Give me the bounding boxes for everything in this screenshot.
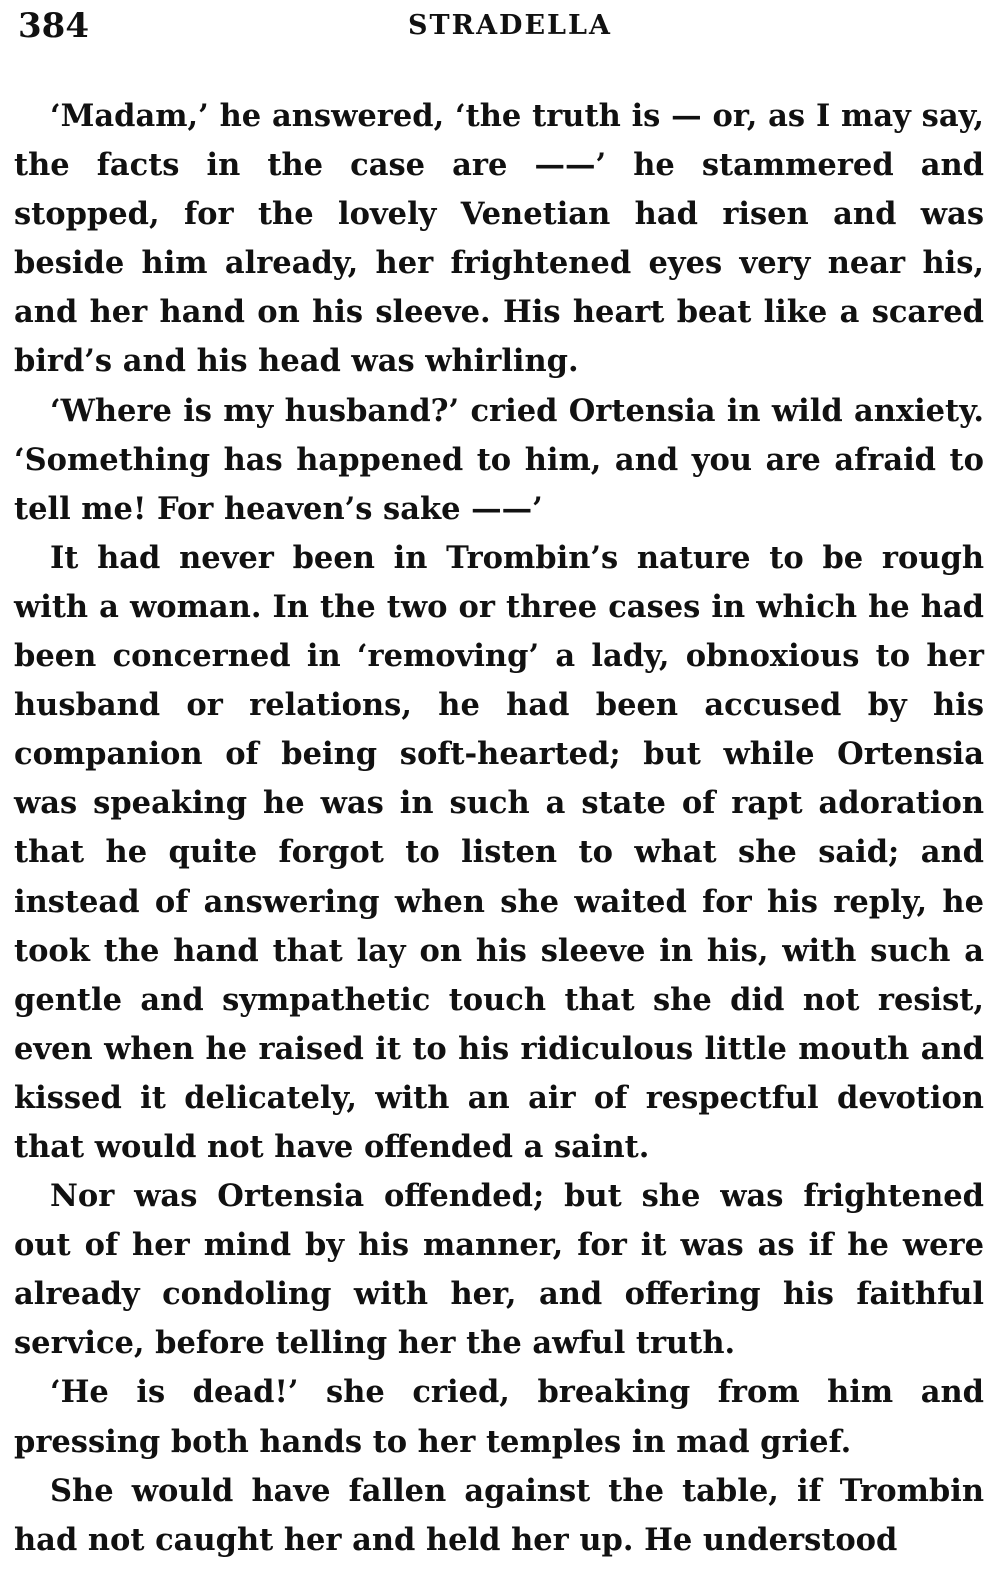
body-text: [14, 92, 984, 1565]
running-title: STRADELLA: [408, 10, 612, 41]
paragraph: ‘He is dead!’ she cried, breaking from him and pressing both hands to her temples in mad grief.: [14, 1374, 984, 1460]
paragraph: She would have fallen against the table, if Trombin had not caught her and held her up. He understood: [14, 1472, 984, 1558]
paragraph: ‘Where is my husband?’ cried Ortensia in wild anxiety. ‘Something has happened to him, and you are afraid to tell me! For heaven’s sake ——’: [14, 392, 984, 527]
running-head: [8, 4, 992, 48]
paragraph: ‘Madam,’ he answered, ‘the truth is — or, as I may say, the facts in the case are ——’ he stammered and stopped, for the lovely Venetian had risen and was beside him already, her frightened eyes very near his, and her hand on his sleeve. His heart beat like a scared bird’s and his head was whirling.: [14, 98, 984, 380]
paragraph: It had never been in Trombin’s nature to be rough with a woman. In the two or three cases in which he had been concerned in ‘removing’ a lady, obnoxious to her husband or relations, he had been accused by his companion of being soft-hearted; but while Ortensia was speaking he was in such a state of rapt adoration that he quite forgot to listen to what she said; and instead of answering when she waited for his reply, he took the hand that lay on his sleeve in his, with such a gentle and sympathetic touch that she did not resist, even when he raised it to his ridiculous little mouth and kissed it delicately, with an air of respectful devotion that would not have offended a saint.: [14, 539, 984, 1165]
paragraph: Nor was Ortensia offended; but she was frightened out of her mind by his manner, for it was as if he were already condoling with her, and offering his faithful service, before telling her the awful truth.: [14, 1178, 984, 1362]
page-number: 384: [18, 6, 89, 46]
